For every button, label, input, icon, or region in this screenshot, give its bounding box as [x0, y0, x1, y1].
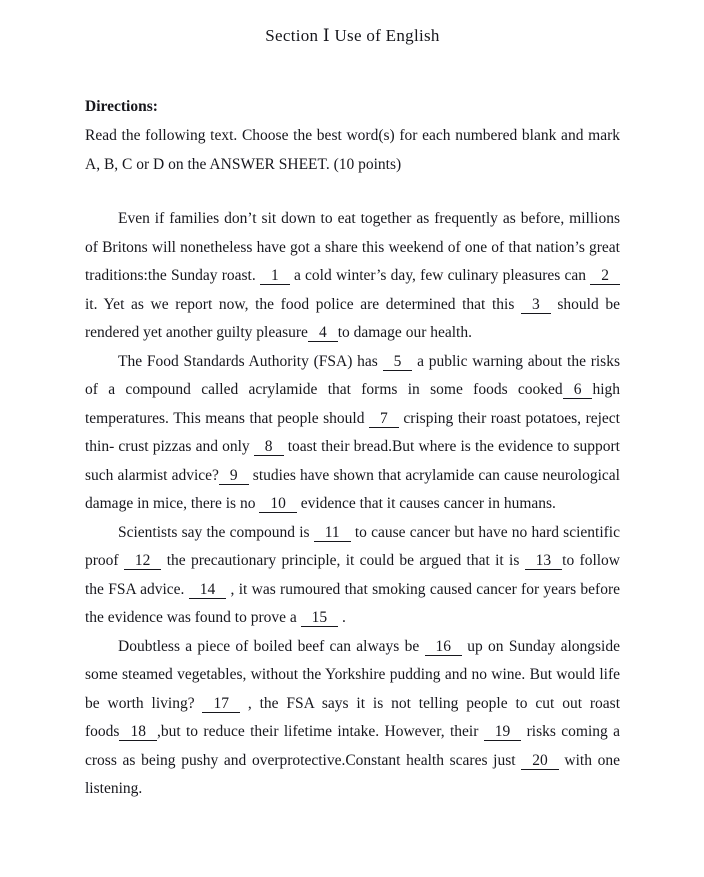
cloze-blank-17: 17 [202, 695, 240, 713]
passage-paragraph: Doubtless a piece of boiled beef can always be 16 up on Sunday alongside some steamed vegetables, without the Yorkshire pudding and no wine. But would life be worth living? 17 , the FSA says it is not telling people to cut out roast foods 18 ,but to reduce their lifetime intake. However, their 19 risks coming a cross as being pushy and overprotective.Constant health scares just 20 with one listening. [85, 637, 621, 797]
section-title: Section Ⅰ Use of English [265, 26, 440, 45]
cloze-blank-14: 14 [189, 581, 227, 599]
directions-label: Directions: [85, 98, 158, 115]
cloze-blank-2: 2 [590, 267, 620, 285]
cloze-blank-3: 3 [521, 296, 551, 314]
cloze-blank-19: 19 [484, 723, 522, 741]
cloze-blank-16: 16 [425, 638, 463, 656]
cloze-blank-10: 10 [259, 495, 297, 513]
cloze-blank-6: 6 [563, 381, 593, 399]
passage-paragraph: The Food Standards Authority (FSA) has 5 a public warning about the risks of a compound called acrylamide that forms in some foods cooked 6 high temperatures. This means that people should 7 crisping their roast potatoes, reject thin- crust pizzas and only 8 toast their bread.But where is the evidence to support such alarmist advice? 9 studies have shown that acrylamide can cause neurological damage in mice, there is no 10 evidence that it causes cancer in humans. [85, 352, 620, 512]
cloze-blank-20: 20 [521, 752, 559, 770]
cloze-blank-7: 7 [369, 410, 399, 428]
cloze-blank-18: 18 [119, 723, 157, 741]
cloze-blank-1: 1 [260, 267, 290, 285]
cloze-blank-4: 4 [308, 324, 338, 342]
cloze-blank-13: 13 [525, 552, 563, 570]
passage [85, 205, 620, 804]
cloze-blank-15: 15 [301, 609, 339, 627]
cloze-blank-8: 8 [254, 438, 284, 456]
passage-paragraph: Scientists say the compound is 11 to cause cancer but have no hard scientific proof 12 the precautionary principle, it could be argued that it is 13 to follow the FSA advice. 14 , it was rumoured that smoking caused cancer for years before the evidence was found to prove a 15 . [85, 523, 621, 626]
cloze-blank-9: 9 [219, 467, 249, 485]
passage-paragraph: Even if families don’t sit down to eat together as frequently as before, millions of Britons will nonetheless have got a share this weekend of one of that nation’s great traditions:the Sunday roast. 1 a cold winter’s day, few culinary pleasures can 2 it. Yet as we report now, the food police are determined that this 3 should be rendered yet another guilty pleasure 4 to damage our health. [85, 210, 620, 341]
cloze-blank-12: 12 [124, 552, 162, 570]
cloze-blank-11: 11 [314, 524, 351, 542]
directions-text: Read the following text. Choose the best word(s) for each numbered blank and mark A, B, C or D on the ANSWER SHEET. (10 points) [85, 127, 620, 173]
cloze-blank-5: 5 [383, 353, 413, 371]
